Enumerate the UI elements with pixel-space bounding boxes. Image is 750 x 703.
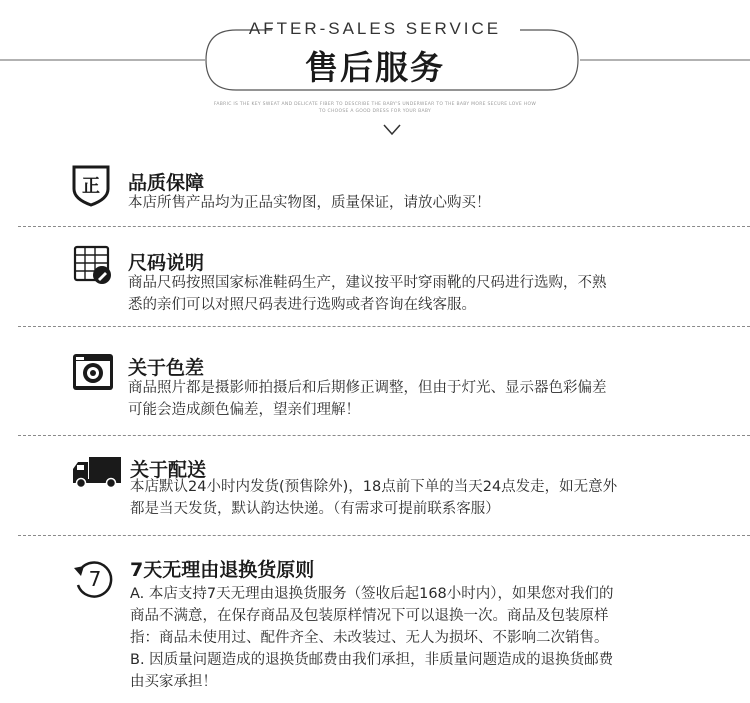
section-title: 尺码说明 [128,252,205,274]
divider [18,326,750,327]
body-line: 本店默认24小时内发货(预售除外)，18点前下单的当天24点发走，如无意外 [130,479,618,495]
section-quality [0,165,750,227]
quality-badge-icon [72,165,110,207]
body-line: 本店所售产品均为正品实物图，质量保证，请放心购买！ [128,195,491,211]
tagline-line-2: TO CHOOSE A GOOD DRESS FOR YOUR BABY [318,109,432,114]
section-body [128,272,688,316]
body-line: 指：商品未使用过、配件齐全、未改装过、无人为损坏、不影响二次销售。 [130,630,609,646]
delivery-truck-icon [71,455,123,489]
tagline-line-1: FABRIC IS THE KEY SWEAT AND DELICATE FIBER TO DESCRIBE THE BABY'S UNDERWEAR TO THE BABY MORE SECURE LOVE HOW [213,102,537,107]
header-tagline [200,101,550,115]
divider [18,226,750,227]
section-returns [0,553,750,698]
section-body [128,377,688,421]
divider [18,435,750,436]
seven-day-return-icon [72,558,118,598]
section-body [128,192,688,214]
body-line: 都是当天发货，默认韵达快递。（有需求可提前联系客服） [130,501,500,517]
section-title: 7天无理由退换货原则 [130,559,315,581]
section-title: 关于配送 [130,459,207,481]
chevron-down-icon [383,124,401,136]
seven-day-number: 7 [88,567,102,591]
section-size [0,245,750,325]
header-title-zh: 售后服务 [305,48,445,87]
camera-icon [72,353,114,391]
body-line: A. 本店支持7天无理由退换货服务（签收后起168小时内），如果您对我们的 [130,586,614,602]
body-line: 悉的亲们可以对照尺码表进行选购或者咨询在线客服。 [128,297,476,313]
size-chart-icon [73,245,113,285]
body-line: 可能会造成颜色偏差，望亲们理解！ [128,402,360,418]
body-line: B. 因质量问题造成的退换货邮费由我们承担，非质量问题造成的退换货邮费 [130,652,614,668]
section-title: 关于色差 [128,357,205,379]
quality-badge-char: 正 [82,176,100,197]
section-title: 品质保障 [128,172,205,194]
header-title-en: AFTER-SALES SERVICE [248,19,502,38]
divider [18,535,750,536]
body-line: 商品不满意，在保存商品及包装原样情况下可以退换一次。商品及包装原样 [130,608,609,624]
body-line: 商品尺码按照国家标准鞋码生产，建议按平时穿雨靴的尺码进行选购，不熟 [128,275,607,291]
section-delivery [0,453,750,525]
section-color [0,351,750,431]
page-header [0,0,750,140]
body-line: 商品照片都是摄影师拍摄后和后期修正调整，但由于灯光、显示器色彩偏差 [128,380,607,396]
body-line: 由买家承担！ [130,674,217,690]
section-body [130,476,690,520]
section-body [130,583,690,693]
